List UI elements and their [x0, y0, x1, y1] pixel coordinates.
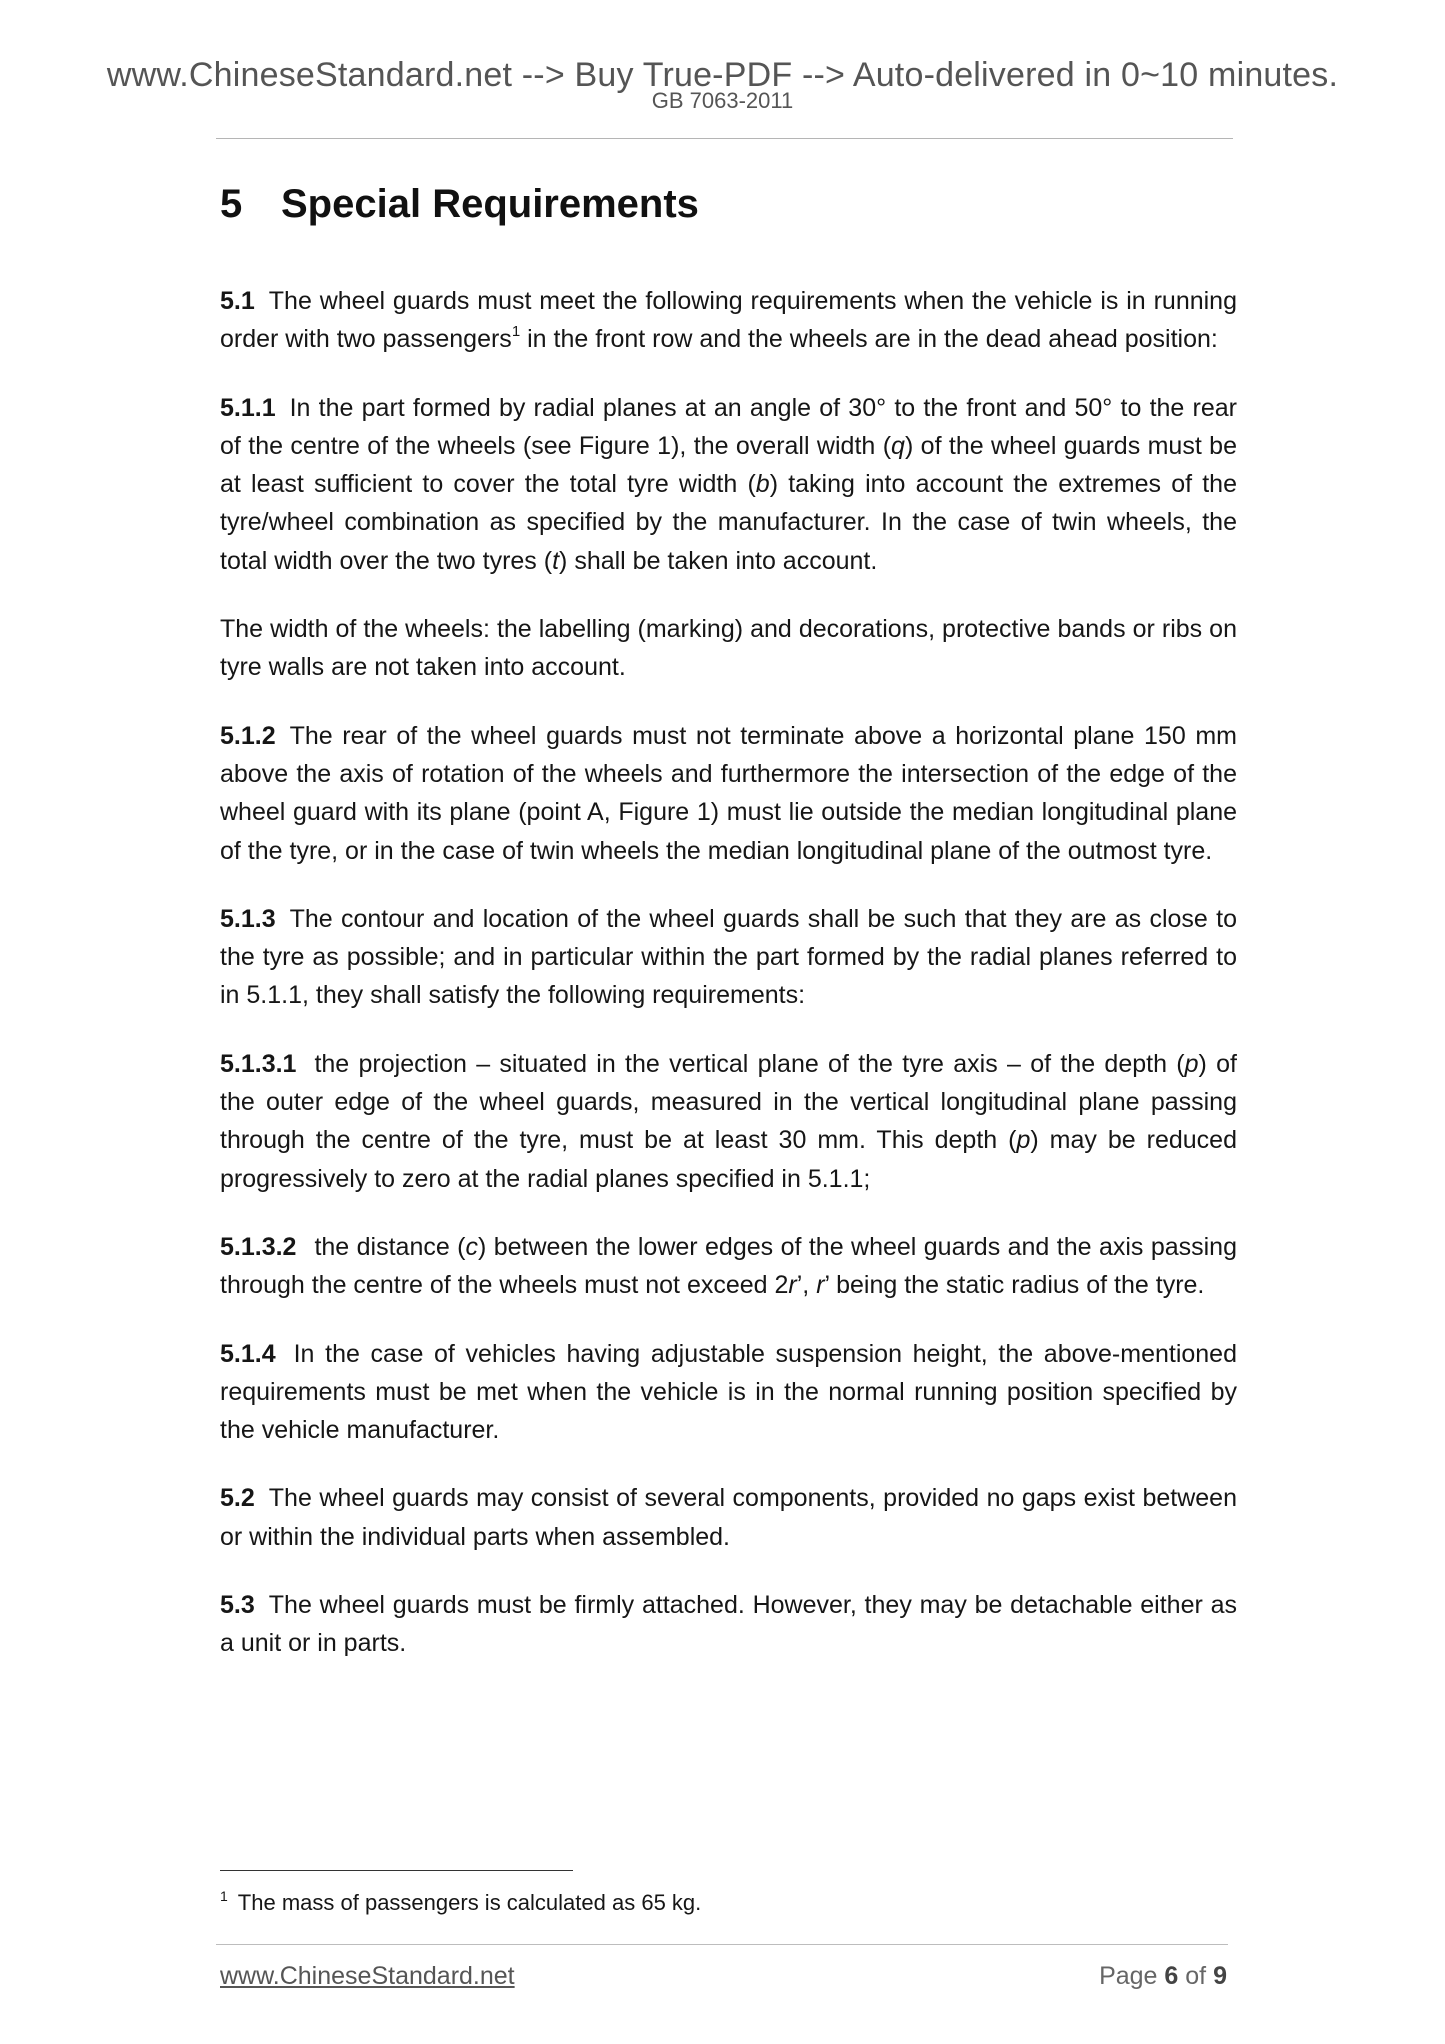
footer-divider — [216, 1944, 1228, 1945]
clause-5-2 — [220, 1479, 1237, 1556]
clause-text: The wheel guards must be firmly attached. However, they may be detachable either as a unit or in parts. — [220, 1591, 1237, 1658]
section-heading — [220, 178, 1237, 230]
clause-text: In the part formed by radial planes at an angle of 30° to the front and 50° to the rear of the centre of the wheels (see Figure 1), the overall width ( — [220, 393, 1237, 460]
symbol-c: c — [465, 1232, 478, 1261]
section-title: Special Requirements — [281, 182, 699, 226]
clause-text: in the front row and the wheels are in the dead ahead position: — [520, 325, 1218, 354]
clause-text: ) shall be taken into account. — [559, 546, 878, 575]
symbol-p: p — [1016, 1126, 1031, 1155]
clause-text: The contour and location of the wheel guards shall be such that they are as close to the tyre as possible; and in particular within the part formed by the radial planes referred to in 5.1.1, they shall satisfy the following requirements: — [220, 904, 1237, 1010]
clause-text: ’ being the static radius of the tyre. — [824, 1271, 1205, 1300]
clause-number: 5.1.3 — [220, 904, 276, 933]
clause-number: 5.1.1 — [220, 393, 276, 422]
footnote-divider — [220, 1870, 573, 1871]
footnote-marker: 1 — [220, 1888, 228, 1904]
clause-5-1 — [220, 282, 1237, 359]
page-total: 9 — [1213, 1962, 1227, 1990]
clause-text: ) between the lower edges of the wheel guards and the axis passing through the centre of the wheels must not exceed 2 — [220, 1232, 1237, 1300]
symbol-r: r — [788, 1271, 797, 1300]
clause-text: the distance ( — [314, 1232, 466, 1261]
clause-text: the projection – situated in the vertical plane of the tyre axis – of the depth ( — [314, 1049, 1185, 1078]
standard-code: GB 7063-2011 — [651, 88, 794, 113]
clause-text: In the case of vehicles having adjustable suspension height, the above-mentioned requirements must be met when the vehicle is in the normal running position specified by the vehicle manufacturer. — [220, 1339, 1237, 1445]
clause-text: ’, — [796, 1271, 817, 1300]
header-divider — [216, 138, 1233, 139]
symbol-t: t — [552, 546, 560, 575]
clause-text: The wheel guards may consist of several components, provided no gaps exist between or within the individual parts when assembled. — [220, 1484, 1237, 1551]
page-indicator — [1099, 1960, 1227, 1992]
clause-5-1-3 — [220, 900, 1237, 1015]
symbol-q: q — [891, 431, 905, 460]
footnote — [220, 1888, 701, 1918]
page-of: of — [1185, 1962, 1207, 1990]
clause-number: 5.3 — [220, 1591, 255, 1620]
clause-text: ) taking into account the extremes of the tyre/wheel combination as specified by the manufacturer. In the case of twin wheels, the total width over the two tyres ( — [220, 470, 1237, 575]
clause-text: The rear of the wheel guards must not terminate above a horizontal plane 150 mm above the axis of rotation of the wheels and furthermore the intersection of the edge of the wheel guard with its plane (point A, Figure 1) must lie outside the median longitudinal plane of the tyre, or in the case of twin wheels the median longitudinal plane of the outmost tyre. — [220, 721, 1237, 865]
footnote-ref[interactable]: 1 — [511, 323, 521, 341]
clause-number: 5.1 — [220, 287, 255, 315]
page-current: 6 — [1164, 1962, 1179, 1990]
clause-number: 5.1.3.1 — [220, 1049, 297, 1078]
clause-5-1-1 — [220, 389, 1237, 580]
clause-5-1-2 — [220, 717, 1237, 870]
document-body — [220, 178, 1237, 1693]
clause-text: The wheel guards must meet the following requirements when the vehicle is in running order with two passengers — [220, 287, 1237, 354]
clause-text: ) of the outer edge of the wheel guards, measured in the vertical longitudinal plane passing through the centre of the tyre, must be at least 30 mm. This depth ( — [220, 1049, 1237, 1155]
clause-5-3 — [220, 1586, 1237, 1663]
clause-text: ) may be reduced progressively to zero at the radial planes specified in 5.1.1; — [220, 1126, 1237, 1193]
footnote-text: The mass of passengers is calculated as 65 kg. — [237, 1890, 702, 1915]
clause-5-1-3-2 — [220, 1228, 1237, 1305]
page-prefix: Page — [1099, 1962, 1158, 1990]
clause-5-1-4 — [220, 1335, 1237, 1450]
footer-site-link[interactable]: www.ChineseStandard.net — [220, 1962, 515, 1990]
clause-text: ) of the wheel guards must be at least sufficient to cover the total tyre width ( — [220, 431, 1237, 499]
symbol-p: p — [1184, 1049, 1199, 1078]
clause-number: 5.1.3.2 — [220, 1232, 297, 1261]
width-note-paragraph: The width of the wheels: the labelling (marking) and decorations, protective bands or ribs on tyre walls are not taken into account. — [220, 615, 1237, 682]
clause-number: 5.1.4 — [220, 1339, 276, 1368]
clause-number: 5.1.2 — [220, 721, 276, 750]
clause-5-1-3-1 — [220, 1045, 1237, 1198]
symbol-r: r — [816, 1271, 825, 1300]
clause-number: 5.2 — [220, 1484, 255, 1513]
site-banner[interactable]: www.ChineseStandard.net --> Buy True-PDF --> Auto-delivered in 0~10 minutes. — [106, 56, 1339, 94]
symbol-b: b — [755, 470, 770, 499]
section-number: 5 — [220, 182, 243, 226]
